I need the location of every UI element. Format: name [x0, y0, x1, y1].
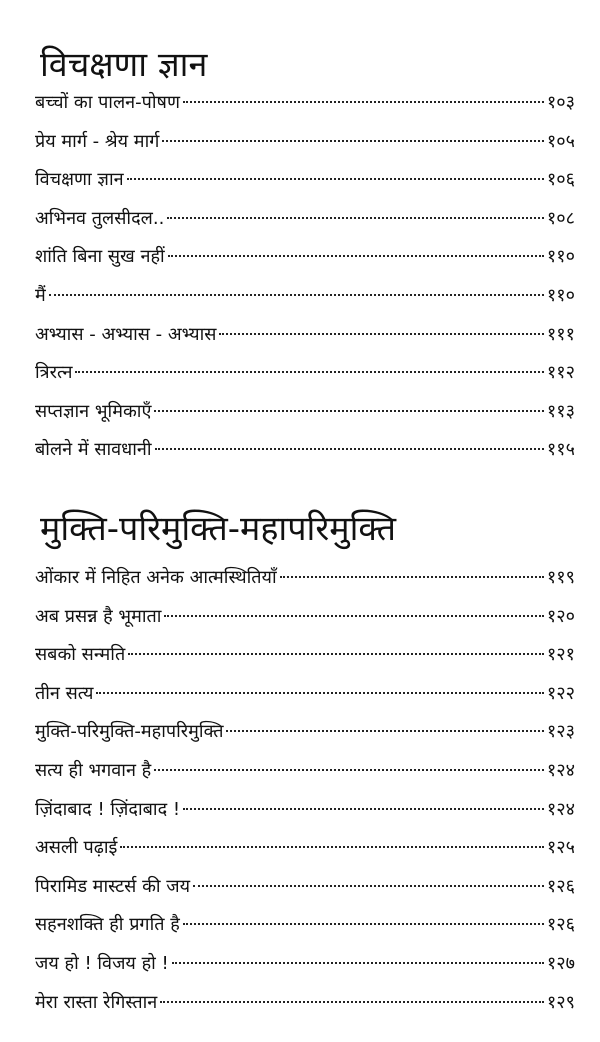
toc-entry-page-number: १२७: [546, 952, 575, 974]
toc-entry-title: बच्चों का पालन-पोषण: [35, 92, 180, 113]
toc-entry-title: असली पढ़ाई: [35, 837, 118, 859]
toc-entry: [35, 912, 575, 951]
dot-leader: [160, 1001, 544, 1003]
toc-entry: [35, 951, 575, 990]
toc-entry-title: मुक्ति-परिमुक्ति-महापरिमुक्ति: [35, 721, 224, 743]
dot-leader: [154, 769, 544, 771]
toc-entry-title: सप्तज्ञान भूमिकाएँ: [35, 400, 152, 422]
toc-entry-page-number: १२४: [546, 798, 575, 820]
toc-entry-page-number: १२१: [546, 644, 575, 666]
toc-entry-title: त्रिरत्न: [35, 362, 73, 384]
toc-entry-page-number: १०३: [546, 92, 575, 113]
toc-entry-title: सहनशक्ति ही प्रगति है: [35, 914, 180, 936]
toc-entry-page-number: १२३: [546, 721, 575, 743]
dot-leader: [183, 101, 544, 103]
toc-entry-title: प्रेय मार्ग - श्रेय मार्ग: [35, 130, 160, 152]
toc-list: [35, 90, 575, 476]
toc-entry: [35, 797, 575, 836]
dot-leader: [183, 923, 544, 925]
toc-entry-title: ओंकार में निहित अनेक आत्मस्थितियाँ: [35, 567, 277, 588]
toc-entry: [35, 758, 575, 797]
toc-entry: [35, 167, 575, 206]
toc-entry: [35, 322, 575, 361]
dot-leader: [168, 255, 544, 257]
toc-entry-page-number: १२४: [546, 759, 575, 781]
toc-entry: [35, 835, 575, 874]
toc-entry-title: जय हो ! विजय हो !: [35, 952, 169, 974]
dot-leader: [280, 576, 544, 578]
toc-entry-page-number: १२९: [546, 991, 575, 1013]
toc-entry: [35, 990, 575, 1029]
toc-entry-title: शांति बिना सुख नहीं: [35, 246, 165, 268]
toc-entry-page-number: १११: [546, 323, 575, 345]
dot-leader: [193, 885, 544, 887]
toc-entry-title: सबको सन्मति: [35, 644, 126, 666]
dot-leader: [127, 178, 544, 180]
toc-entry-title: अभिनव तुलसीदल..: [35, 207, 165, 229]
toc-entry: [35, 719, 575, 758]
toc-entry: [35, 360, 575, 399]
section-heading: मुक्ति-परिमुक्ति-महापरिमुक्ति: [40, 509, 397, 549]
dot-leader: [172, 962, 544, 964]
dot-leader: [96, 692, 543, 694]
toc-entry: [35, 90, 575, 129]
toc-entry-title: ज़िंदाबाद ! ज़िंदाबाद !: [35, 798, 181, 820]
toc-entry-page-number: १०५: [546, 130, 575, 152]
dot-leader: [162, 140, 544, 142]
toc-entry-page-number: १२५: [546, 837, 575, 859]
toc-entry: [35, 129, 575, 168]
dot-leader: [154, 410, 544, 412]
toc-entry-page-number: १२०: [546, 605, 575, 627]
toc-entry-page-number: १२२: [546, 682, 575, 704]
dot-leader: [183, 808, 544, 810]
dot-leader: [75, 371, 543, 373]
dot-leader: [167, 217, 544, 219]
toc-entry-title: पिरामिड मास्टर्स की जय: [35, 875, 191, 897]
toc-entry: [35, 604, 575, 643]
toc-entry-title: सत्य ही भगवान है: [35, 759, 152, 781]
dot-leader: [128, 653, 544, 655]
toc-entry-title: बोलने में सावधानी: [35, 439, 152, 461]
toc-entry-page-number: १२६: [546, 875, 575, 897]
toc-entry-title: विचक्षणा ज्ञान: [35, 169, 124, 191]
toc-entry-title: मेरा रास्ता रेगिस्तान: [35, 991, 158, 1013]
toc-entry-page-number: १०६: [546, 169, 575, 191]
toc-entry-page-number: १०८: [546, 207, 575, 229]
toc-entry-page-number: ११५: [546, 439, 575, 461]
toc-entry: [35, 283, 575, 322]
toc-entry-page-number: ११३: [546, 400, 575, 422]
section-heading: विचक्षणा ज्ञान: [40, 45, 208, 85]
dot-leader: [164, 615, 543, 617]
toc-entry: [35, 244, 575, 283]
toc-entry: [35, 642, 575, 681]
toc-entry: [35, 399, 575, 438]
toc-entry: [35, 206, 575, 245]
toc-entry-title: अभ्यास - अभ्यास - अभ्यास: [35, 323, 217, 345]
dot-leader: [219, 333, 544, 335]
toc-entry-page-number: ११०: [546, 284, 575, 306]
toc-list: [35, 565, 575, 1028]
dot-leader: [226, 730, 543, 732]
toc-entry: [35, 681, 575, 720]
toc-entry-page-number: १२६: [546, 914, 575, 936]
dot-leader: [155, 448, 544, 450]
toc-entry: [35, 874, 575, 913]
toc-entry-title: मैं: [35, 284, 46, 306]
dot-leader: [120, 846, 544, 848]
dot-leader: [49, 294, 544, 296]
toc-entry-page-number: ११९: [546, 567, 575, 588]
toc-entry-title: तीन सत्य: [35, 682, 94, 704]
toc-entry-page-number: ११२: [546, 362, 575, 384]
toc-entry: [35, 565, 575, 604]
toc-entry-title: अब प्रसन्न है भूमाता: [35, 605, 162, 627]
toc-entry: [35, 437, 575, 476]
toc-entry-page-number: ११०: [546, 246, 575, 268]
